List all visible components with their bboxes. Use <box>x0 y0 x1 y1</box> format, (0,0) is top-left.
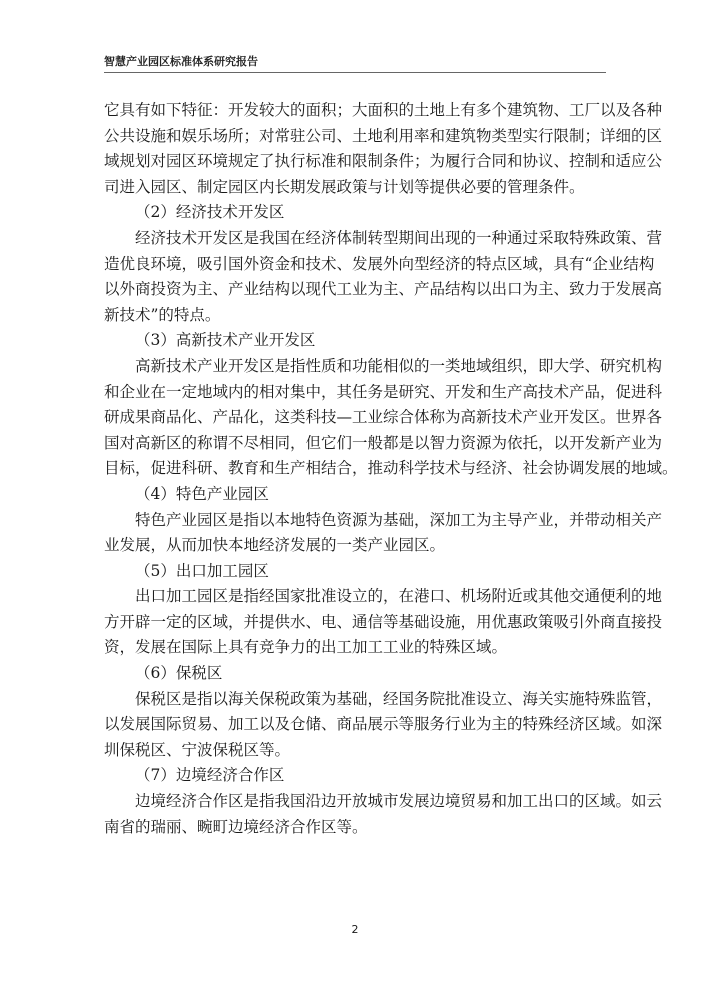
header-divider <box>104 72 606 73</box>
text-line: 经济技术开发区是我国在经济体制转型期间出现的一种通过采取特殊政策、营 <box>135 228 663 247</box>
text-line: 资，发展在国际上具有竞争力的出工加工工业的特殊区域。 <box>104 638 508 657</box>
text-line: 高新技术产业开发区是指性质和功能相似的一类地域组织，即大学、研究机构 <box>135 356 663 375</box>
text-line: 以外商投资为主、产业结构以现代工业为主、产品结构以出口为主、致力于发展高 <box>104 280 663 299</box>
document-header-title: 智慧产业园区标准体系研究报告 <box>104 55 258 68</box>
text-line: 它具有如下特征：开发较大的面积；大面积的土地上有多个建筑物、工厂以及各种 <box>104 101 663 119</box>
section-heading: （2）经济技术开发区 <box>135 203 285 222</box>
text-line: 研成果商品化、产品化，这类科技—工业综合体称为高新技术产业开发区。世界各 <box>104 408 663 427</box>
document-body <box>104 98 678 840</box>
page-number: 2 <box>351 923 359 936</box>
text-line: 公共设施和娱乐场所；对常驻公司、土地利用率和建筑物类型实行限制；详细的区 <box>104 126 663 145</box>
text-line: 圳保税区、宁波保税区等。 <box>104 740 291 759</box>
text-line: 目标，促进科研、教育和生产相结合，推动科学技术与经济、社会协调发展的地域。 <box>104 459 678 478</box>
text-line: 边境经济合作区是指我国沿边开放城市发展边境贸易和加工出口的区域。如云 <box>135 792 663 811</box>
text-line: 国对高新区的称谓不尽相同，但它们一般都是以智力资源为依托，以开发新产业为 <box>104 433 663 452</box>
section-heading: （4）特色产业园区 <box>135 484 269 503</box>
section-heading: （5）出口加工园区 <box>135 561 269 580</box>
section-heading: （7）边境经济合作区 <box>135 766 285 785</box>
text-line: 方开辟一定的区域，并提供水、电、通信等基础设施，用优惠政策吸引外商直接投 <box>104 612 663 631</box>
text-line: 保税区是指以海关保税政策为基础，经国务院批准设立、海关实施特殊监管， <box>135 689 663 708</box>
section-heading: （3）高新技术产业开发区 <box>135 331 316 350</box>
text-line: 特色产业园区是指以本地特色资源为基础，深加工为主导产业，并带动相关产 <box>135 510 663 529</box>
text-line: 新技术”的特点。 <box>104 305 221 324</box>
text-line: 和企业在一定地域内的相对集中，其任务是研究、开发和生产高技术产品，促进科 <box>104 382 663 401</box>
text-line: 造优良环境，吸引国外资金和技术、发展外向型经济的特点区域，具有“企业结构 <box>104 254 655 273</box>
section-heading: （6）保税区 <box>135 664 223 683</box>
text-line: 以发展国际贸易、加工以及仓储、商品展示等服务行业为主的特殊经济区域。如深 <box>104 715 663 734</box>
text-line: 司进入园区、制定园区内长期发展政策与计划等提供必要的管理条件。 <box>104 177 585 196</box>
text-line: 出口加工园区是指经国家批准设立的，在港口、机场附近或其他交通便利的地 <box>135 587 663 606</box>
text-line: 南省的瑞丽、畹町边境经济合作区等。 <box>104 817 368 836</box>
text-line: 域规划对园区环境规定了执行标准和限制条件；为履行合同和协议、控制和适应公 <box>104 152 663 171</box>
text-line: 业发展，从而加快本地经济发展的一类产业园区。 <box>104 536 446 555</box>
